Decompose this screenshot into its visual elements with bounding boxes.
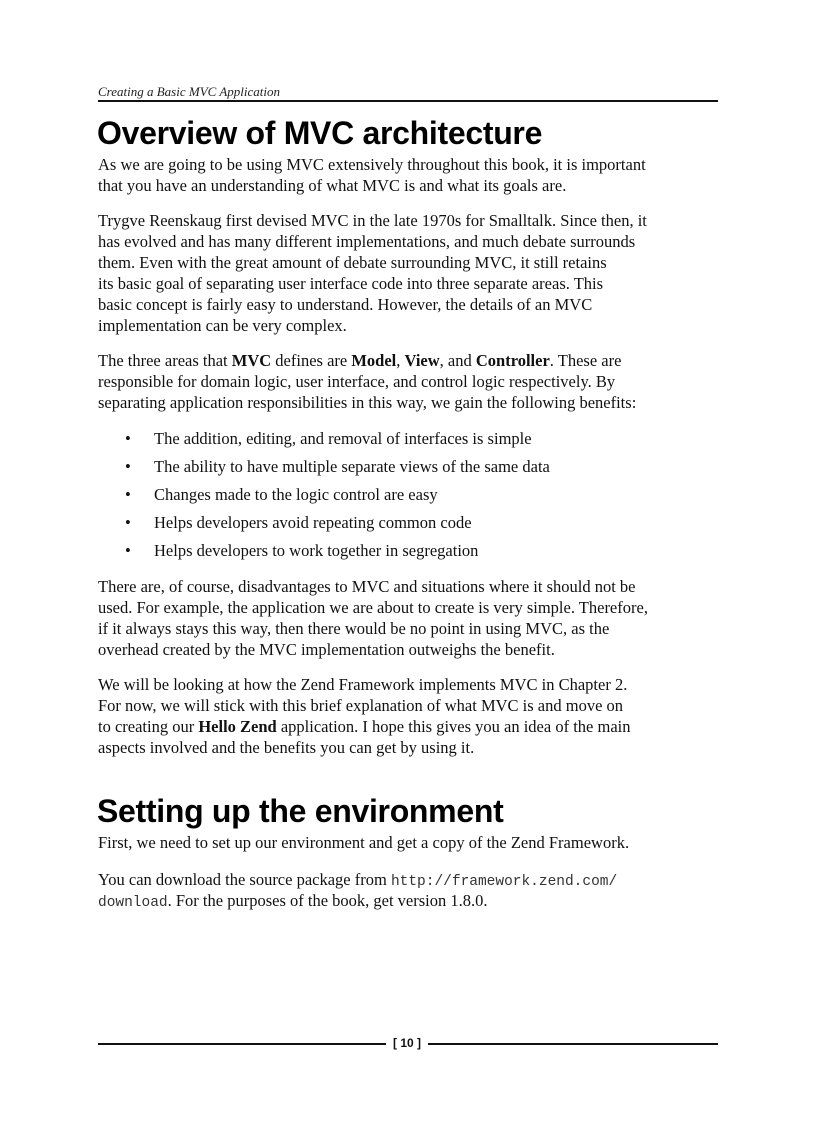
list-item [98, 481, 738, 509]
text-line [98, 371, 738, 392]
text-line [98, 737, 738, 758]
text-line [98, 674, 738, 695]
text: that you have an understanding of what MVC is and what its goals are. [98, 176, 567, 195]
text: As we are going to be using MVC extensively throughout this book, it is important [98, 155, 646, 174]
text-line [98, 231, 738, 252]
text-line [98, 832, 738, 853]
text-line [98, 639, 738, 660]
text: to creating our [98, 717, 199, 736]
bold-term: Controller [475, 351, 550, 370]
text-line [98, 175, 738, 196]
text: We will be looking at how the Zend Framework implements MVC in Chapter 2. [98, 675, 628, 694]
bullet-icon: • [125, 429, 131, 448]
text: There are, of course, disadvantages to MVC and situations where it should not be [98, 577, 636, 596]
section-heading-overview: Overview of MVC architecture [97, 115, 543, 151]
text: Helps developers avoid repeating common code [154, 513, 472, 532]
text-line [98, 210, 738, 231]
list-item [98, 537, 738, 565]
text: defines are [271, 351, 352, 370]
paragraph [98, 869, 738, 911]
text: application. I hope this gives you an idea of the main [276, 717, 631, 736]
list-item [98, 453, 738, 481]
text: Helps developers to work together in segregation [154, 541, 479, 560]
text-line [98, 597, 738, 618]
text-line [98, 154, 738, 175]
text: First, we need to set up our environment and get a copy of the Zend Framework. [98, 833, 630, 852]
text: its basic goal of separating user interface code into three separate areas. This [98, 274, 604, 293]
text: . These are [549, 351, 622, 370]
text-line [98, 392, 738, 413]
text: overhead created by the MVC implementation outweighs the benefit. [98, 640, 555, 659]
paragraph [98, 154, 738, 196]
bold-term: Model [351, 351, 397, 370]
text: used. For example, the application we are about to create is very simple. Therefore, [98, 598, 648, 617]
text: Trygve Reenskaug first devised MVC in the late 1970s for Smalltalk. Since then, it [98, 211, 647, 230]
paragraph [98, 576, 738, 660]
text-line [98, 716, 738, 737]
text-line [98, 350, 738, 371]
bold-term: View [404, 351, 440, 370]
text-line [98, 294, 738, 315]
url-text: http://framework.zend.com/ [390, 874, 618, 890]
section-heading-setup: Setting up the environment [97, 793, 504, 829]
bold-term: MVC [231, 351, 272, 370]
text: The three areas that [98, 351, 232, 370]
list-item [98, 425, 738, 453]
paragraph [98, 674, 738, 758]
text: , and [439, 351, 476, 370]
bullet-icon: • [125, 485, 131, 504]
text: Changes made to the logic control are easy [154, 485, 438, 504]
text: basic concept is fairly easy to understand. However, the details of an MVC [98, 295, 593, 314]
text: For now, we will stick with this brief explanation of what MVC is and move on [98, 696, 624, 715]
text-line [98, 273, 738, 294]
text: implementation can be very complex. [98, 316, 347, 335]
list-item [98, 509, 738, 537]
text-line [98, 695, 738, 716]
text: has evolved and has many different implementations, and much debate surrounds [98, 232, 636, 251]
text: them. Even with the great amount of debate surrounding MVC, it still retains [98, 253, 607, 272]
text: responsible for domain logic, user interface, and control logic respectively. By [98, 372, 616, 391]
bullet-icon: • [125, 457, 131, 476]
text: if it always stays this way, then there would be no point in using MVC, as the [98, 619, 610, 638]
url-text: download [98, 895, 168, 911]
header-rule [98, 100, 718, 102]
bold-term: Hello Zend [198, 717, 277, 736]
text-line [98, 890, 738, 911]
text: aspects involved and the benefits you can get by using it. [98, 738, 475, 757]
text-line [98, 869, 738, 890]
page-number: [ 10 ] [386, 1034, 428, 1052]
text-line [98, 315, 738, 336]
bullet-icon: • [125, 541, 131, 560]
text: You can download the source package from [98, 870, 391, 889]
text: , [396, 351, 405, 370]
paragraph [98, 210, 738, 336]
text: The ability to have multiple separate views of the same data [154, 457, 550, 476]
running-header: Creating a Basic MVC Application [98, 84, 280, 99]
text-line [98, 618, 738, 639]
paragraph [98, 350, 738, 413]
bullet-icon: • [125, 513, 131, 532]
text: The addition, editing, and removal of interfaces is simple [154, 429, 532, 448]
text-line [98, 576, 738, 597]
bullet-list [98, 425, 738, 565]
text-line [98, 252, 738, 273]
paragraph [98, 832, 738, 853]
text: separating application responsibilities in this way, we gain the following benefits: [98, 393, 637, 412]
text: . For the purposes of the book, get version 1.8.0. [167, 891, 488, 910]
